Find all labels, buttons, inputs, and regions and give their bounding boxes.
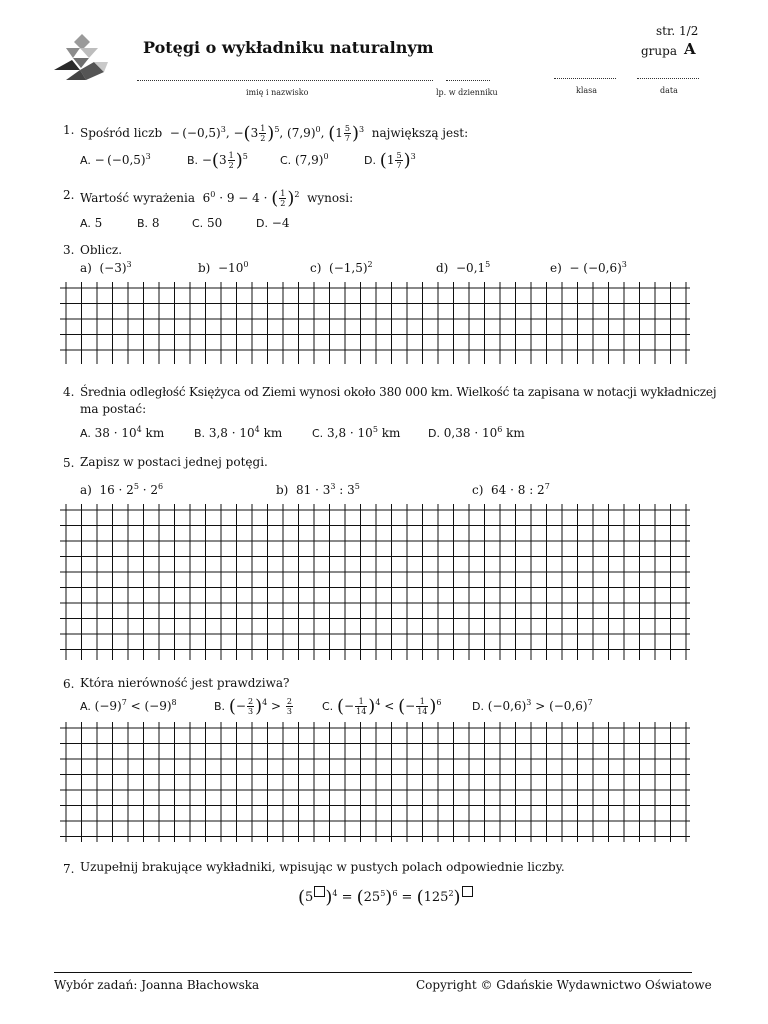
question-6-text: Która nierówność jest prawdziwa? (80, 676, 290, 690)
class-field-label: klasa (576, 86, 598, 95)
name-field-label: imię i nazwisko (246, 88, 309, 97)
answer-option[interactable]: B. (− $\frac{2}{3}$ )$^4$ > $\frac{2}{3}$ (214, 696, 292, 717)
footer-copyright: Copyright © Gdańskie Wydawnictwo Oświatowe (416, 978, 712, 992)
question-4-line-1: Średnia odległość Księżyca od Ziemi wynosi około 380 000 km. Wielkość ta zapisana w notacji wykładniczej (80, 385, 717, 399)
question-1-text: Spośród liczb − $(-0,5)^3$, −(3 $\frac{1}{2}$ )$^5$, $(7,9)^0$, (1 $\frac{5}{7}$ )$^3$ największą jest: (80, 123, 469, 144)
page-number: str. 1/2 (656, 24, 699, 38)
answer-option[interactable]: B. −(3 $\frac{1}{2}$ )$^5$ (187, 150, 248, 171)
footer-author: Wybór zadań: Joanna Błachowska (54, 978, 260, 992)
question-number: 6. (63, 677, 75, 691)
task-item: $b) -10^0$ (198, 260, 249, 275)
question-number: 5. (63, 456, 75, 470)
task-item: c) 64 · 8 : $2^7$ (472, 482, 550, 497)
group-value: A (684, 40, 696, 58)
question-3-text: Oblicz. (80, 243, 123, 257)
question-number: 3. (63, 243, 75, 257)
answer-option[interactable]: B. $3,8 \cdot 10^4$ km (194, 425, 283, 440)
answer-option[interactable]: C. $(7,9)^0$ (280, 152, 329, 167)
answer-option[interactable]: C. 50 (192, 216, 223, 230)
answer-option[interactable]: B. 8 (137, 216, 160, 230)
answer-option[interactable]: D. (1 $\frac{5}{7}$ )$^3$ (364, 150, 416, 171)
answer-option[interactable]: A. − $(-0,5)^3$ (80, 152, 151, 167)
answer-option[interactable]: C. $3,8 \cdot 10^5$ km (312, 425, 401, 440)
answer-option[interactable]: A. 5 (80, 216, 103, 230)
answer-option[interactable]: D. $0,38 \cdot 10^6$ km (428, 425, 525, 440)
page-title: Potęgi o wykładniku naturalnym (143, 38, 434, 57)
question-number: 2. (63, 188, 75, 202)
task-item: a) $(-3)^3$ (80, 260, 132, 275)
question-number: 4. (63, 385, 75, 399)
task-item: a) $16 \cdot 2^5 \cdot 2^6$ (80, 482, 164, 497)
equation: (5 )$^4 = (25^5)^6 = (125^2)$ (298, 886, 473, 905)
answer-option[interactable]: D. $(-0,6)^3 > (-0,6)^7$ (472, 698, 593, 713)
answer-option[interactable]: A. $38 \cdot 10^4$ km (80, 425, 165, 440)
exponent-blank-input[interactable] (462, 886, 473, 897)
question-4-line-2: ma postać: (80, 402, 147, 416)
task-item: c) $(-1,5)^2$ (310, 260, 373, 275)
date-field-label: data (660, 86, 678, 95)
task-item: $e) - (-0,6)^3$ (550, 260, 627, 275)
footer-divider (54, 972, 692, 973)
question-number: 1. (63, 123, 75, 137)
answer-option[interactable]: D. −4 (256, 216, 290, 230)
group-label: grupa (641, 44, 677, 58)
question-2-text: Wartość wyrażenia $6^0 \cdot 9 - 4$ · ( $\frac{1}{2}$ )$^2$ wynosi: (80, 188, 354, 209)
answer-option[interactable]: C. (− $\frac{1}{14}$ )$^4$ < (− $\frac{1}{14}$ )$^6$ (322, 696, 442, 717)
task-item: b) $81 \cdot 3^3$ : $3^5$ (276, 482, 360, 497)
exponent-blank-input[interactable] (314, 886, 325, 897)
question-7-text: Uzupełnij brakujące wykładniki, wpisując w pustych polach odpowiednie liczby. (80, 860, 565, 874)
task-item: $d) -0,1^5$ (436, 260, 491, 275)
answer-option[interactable]: A. $(-9)^7 < (-9)^8$ (80, 698, 177, 713)
question-5-text: Zapisz w postaci jednej potęgi. (80, 455, 268, 469)
class-number-field-label: lp. w dzienniku (436, 88, 498, 97)
question-number: 7. (63, 862, 75, 876)
